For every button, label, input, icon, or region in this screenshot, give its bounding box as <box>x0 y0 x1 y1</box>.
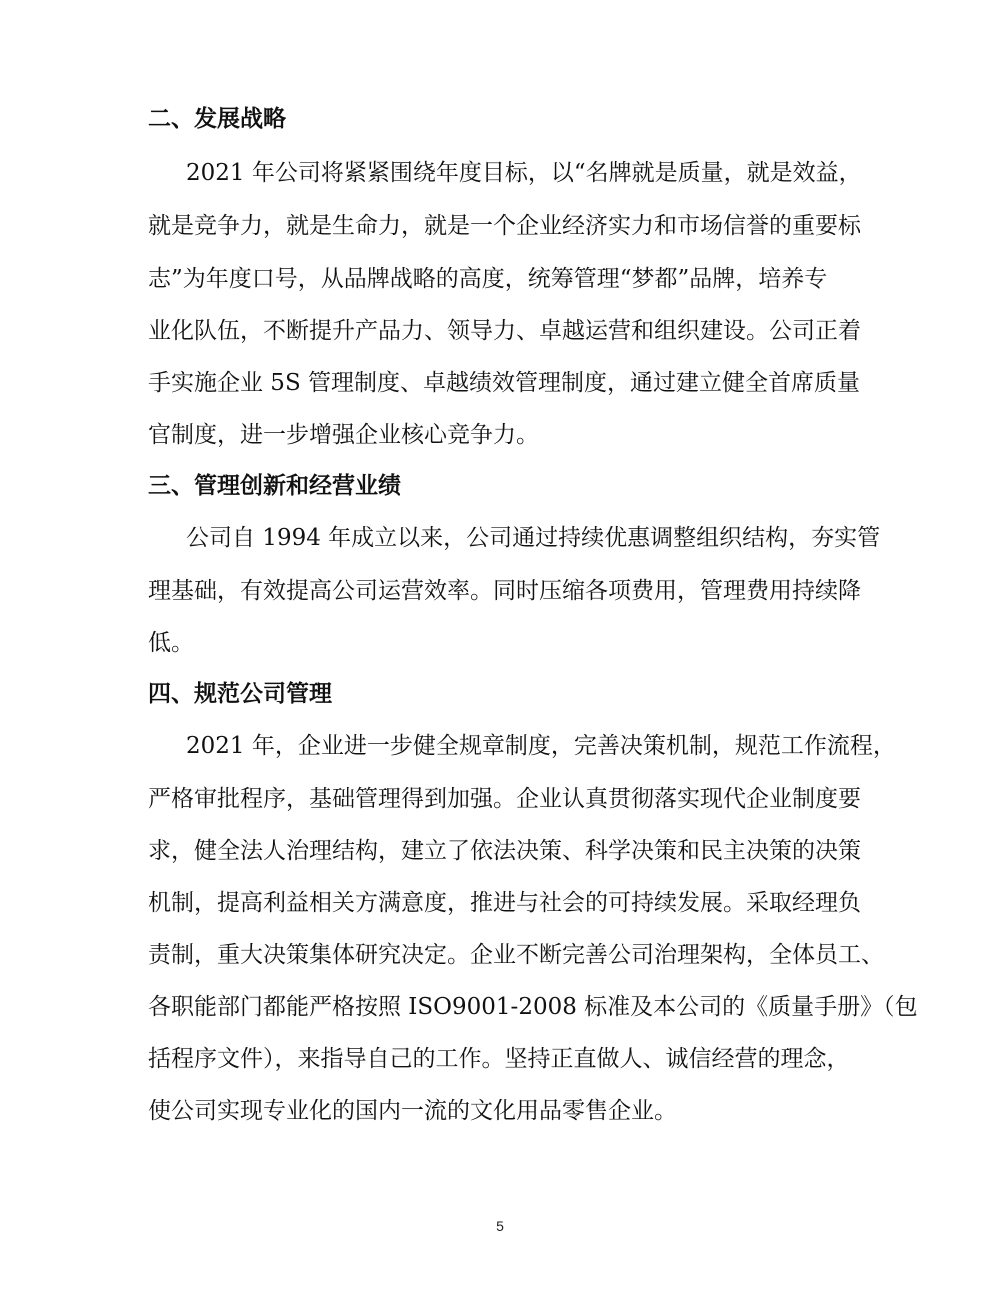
paragraph-line: 官制度，进一步增强企业核心竞争力。 <box>148 422 539 448</box>
paragraph-line: 使公司实现专业化的国内一流的文化用品零售企业。 <box>148 1098 677 1124</box>
paragraph-line: 志”为年度口号，从品牌战略的高度，统筹管理“梦都”品牌，培养专 <box>148 266 828 292</box>
paragraph-line: 责制，重大决策集体研究决定。企业不断完善公司治理架构，全体员工、 <box>148 942 884 968</box>
paragraph-line: 手实施企业 5S 管理制度、卓越绩效管理制度，通过建立健全首席质量 <box>148 370 861 396</box>
paragraph-line: 公司自 1994 年成立以来，公司通过持续优惠调整组织结构，夯实管 <box>186 525 881 551</box>
paragraph-line: 就是竞争力，就是生命力，就是一个企业经济实力和市场信誉的重要标 <box>148 213 861 239</box>
paragraph-line: 2021 年，企业进一步健全规章制度，完善决策机制，规范工作流程， <box>186 733 896 759</box>
page-number: 5 <box>496 1218 504 1234</box>
paragraph-line: 2021 年公司将紧紧围绕年度目标，以“名牌就是质量，就是效益， <box>186 160 862 186</box>
paragraph-line: 括程序文件），来指导自己的工作。坚持正直做人、诚信经营的理念， <box>148 1046 850 1072</box>
paragraph-line: 理基础，有效提高公司运营效率。同时压缩各项费用，管理费用持续降 <box>148 578 861 604</box>
section-heading-standardize-management: 四、规范公司管理 <box>148 681 332 707</box>
paragraph-line: 各职能部门都能严格按照 ISO9001-2008 标准及本公司的《质量手册》（包 <box>148 994 918 1020</box>
paragraph-line: 业化队伍，不断提升产品力、领导力、卓越运营和组织建设。公司正着 <box>148 318 861 344</box>
paragraph-line: 求，健全法人治理结构，建立了依法决策、科学决策和民主决策的决策 <box>148 838 861 864</box>
paragraph-line: 低。 <box>148 630 194 656</box>
paragraph-line: 机制，提高利益相关方满意度，推进与社会的可持续发展。采取经理负 <box>148 890 861 916</box>
paragraph-line: 严格审批程序，基础管理得到加强。企业认真贯彻落实现代企业制度要 <box>148 786 861 812</box>
section-heading-management-innovation: 三、管理创新和经营业绩 <box>148 473 401 499</box>
section-heading-strategy: 二、发展战略 <box>148 106 286 132</box>
